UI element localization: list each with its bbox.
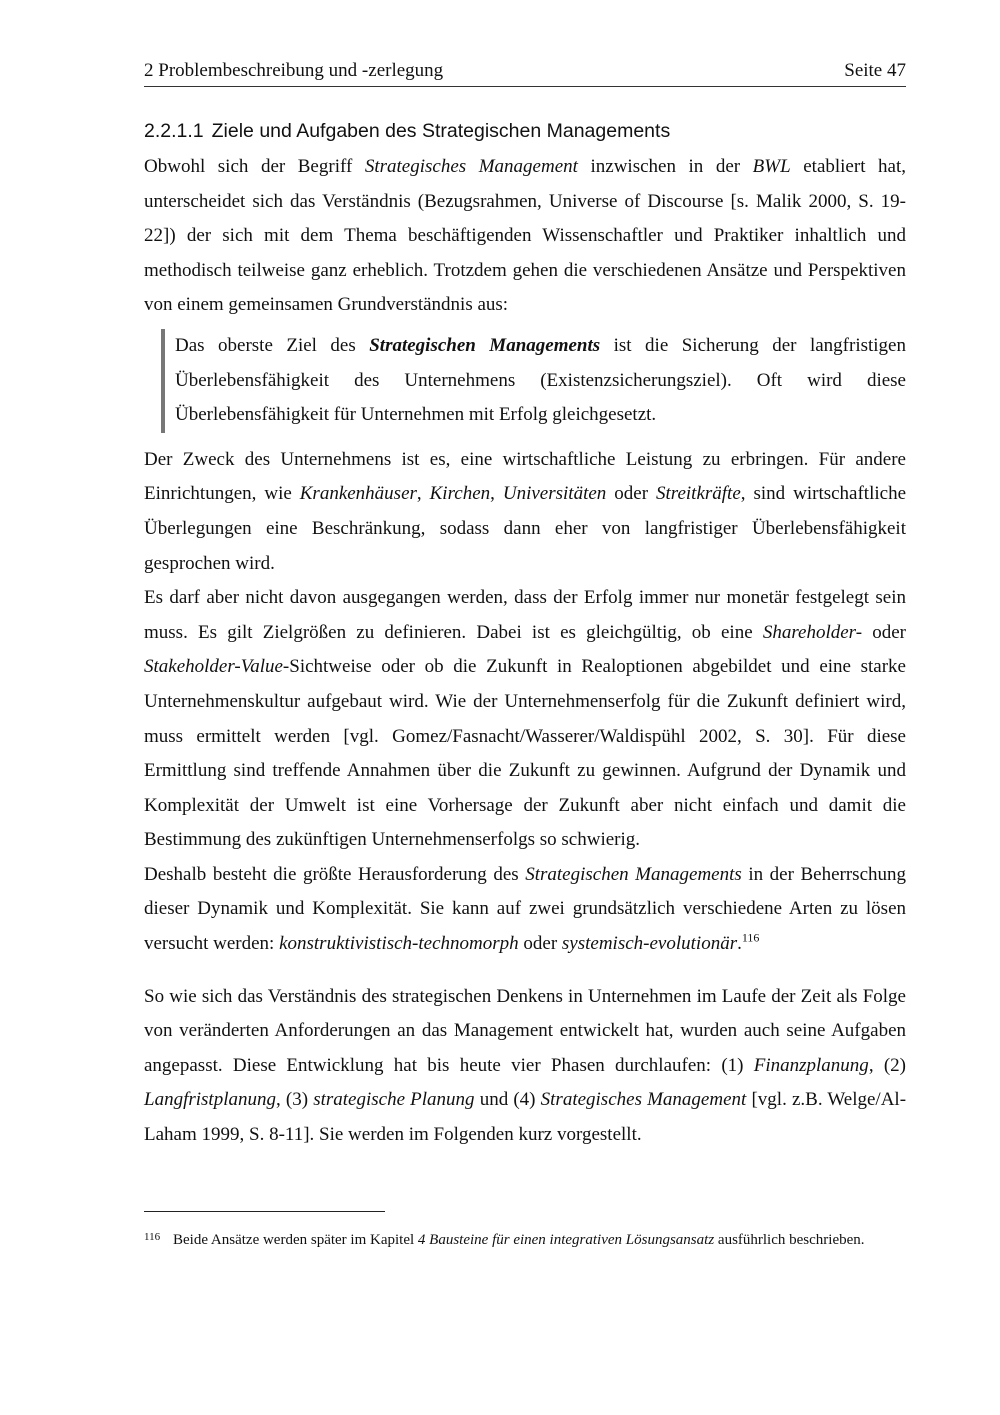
text: . xyxy=(737,933,742,955)
section-number: 2.2.1.1 xyxy=(144,120,204,142)
text: Der Zweck des Unternehmens ist es, eine wirtschaftliche Leistung zu erbringen. Für andere Einrichtungen, wie xyxy=(144,448,906,505)
strong-emphasis: Strategischen Managements xyxy=(369,334,601,356)
text: [vgl. z.B. Welge/Al-Laham 1999, S. 8-11]. Sie werden im Folgenden kurz vorgestellt. xyxy=(144,1089,907,1146)
emphasis: Strategischen Managements xyxy=(525,863,742,885)
emphasis: Kirchen xyxy=(429,483,491,505)
emphasis: Langfristplanung xyxy=(144,1089,276,1111)
paragraph-2 xyxy=(144,443,906,581)
text: , sind wirtschaftliche Überlegungen eine Beschränkung, sodass dann eher von langfristiger Überlebensfähigkeit gesprochen wird. xyxy=(144,483,907,574)
emphasis: Strategisches Management xyxy=(540,1089,747,1111)
quote-text xyxy=(175,329,906,433)
paragraph-1 xyxy=(144,150,906,323)
footnote-reference[interactable]: 116 xyxy=(741,930,760,945)
block-quote xyxy=(161,329,906,433)
text: -Sichtweise oder ob die Zukunft in Realoptionen abgebildet und eine starke Unternehmenskultur aufgebaut wird. Wie der Unternehmenserfolg für die Zukunft definiert wird, muss ermittelt werden [vgl. Gomez/Fasnacht/Wasserer/Waldispühl 2002, S. 30]. Für diese Ermittlung sind treffende Annahmen über die Zukunft zu gewinnen. Aufgrund der Dynamik und Komplexität der Umwelt ist eine Vorhersage der Zukunft aber nicht einfach und damit die Bestimmung des zukünftigen Unternehmenserfolgs so schwierig. xyxy=(144,656,906,851)
emphasis: systemisch-evolutionär xyxy=(561,933,738,955)
emphasis: Streitkräfte xyxy=(655,483,741,505)
footnote xyxy=(144,1230,906,1251)
emphasis: 4 Bausteine für einen integrativen Lösungsansatz xyxy=(417,1232,715,1248)
text: etabliert hat, unterscheidet sich das Verständnis (Bezugsrahmen, Universe of Discourse [s. Malik 2000, S. 19-22]) der sich mit dem Thema beschäftigenden Wissenschaftler und Praktiker inhaltlich und methodisch teilweise ganz erheblich. Trotzdem gehen die verschiedenen Ansätze und Perspektiven von einem gemeinsamen Grundverständnis aus: xyxy=(144,156,906,316)
emphasis: konstruktivistisch-technomorph xyxy=(279,933,519,955)
text: oder xyxy=(518,933,562,955)
text: So wie sich das Verständnis des strategischen Denkens in Unternehmen im Laufe der Zeit als Folge von veränderten Anforderungen an das Management entwickelt hat, wurden auch seine Aufgaben angepasst. Diese Entwicklung hat bis heute vier Phasen durchlaufen: (1) xyxy=(144,985,906,1076)
chapter-title: 2 Problembeschreibung und -zerlegung xyxy=(144,60,444,81)
text: oder xyxy=(862,621,906,643)
section-title: Ziele und Aufgaben des Strategischen Managements xyxy=(211,120,671,142)
footnote-number: 116 xyxy=(144,1231,161,1243)
emphasis: Strategisches Management xyxy=(364,156,578,177)
emphasis: Stakeholder-Value xyxy=(144,656,283,678)
text: , (3) xyxy=(275,1089,314,1111)
emphasis: strategische Planung xyxy=(313,1089,475,1111)
emphasis: Shareholder- xyxy=(762,621,863,643)
text: inzwischen in der xyxy=(577,156,753,177)
text: in der Beherrschung dieser Dynamik und Komplexität. Sie kann auf zwei grundsätzlich verschiedene Arten zu lösen versucht werden: xyxy=(144,863,907,955)
text: Obwohl sich der Begriff xyxy=(144,156,365,177)
text: , (2) xyxy=(868,1054,906,1076)
text: ausführlich beschrieben. xyxy=(714,1232,865,1248)
paragraph-4 xyxy=(144,858,906,962)
emphasis: Universitäten xyxy=(502,483,607,505)
running-header xyxy=(144,60,906,87)
text: , xyxy=(490,483,503,505)
paragraph-gap xyxy=(144,962,906,980)
text: ist die Sicherung der langfristigen Überlebensfähigkeit des Unternehmens (Existenzsicherungsziel). Oft wird diese Überlebensfähigkeit für Unternehmen mit Erfolg gleichgesetzt. xyxy=(175,334,906,426)
emphasis: Krankenhäuser xyxy=(299,483,417,505)
emphasis: BWL xyxy=(752,156,791,177)
paragraph-3 xyxy=(144,581,906,858)
page-number: Seite 47 xyxy=(844,60,906,81)
text: Es darf aber nicht davon ausgegangen werden, dass der Erfolg immer nur monetär festgelegt sein muss. Es gilt Zielgrößen zu definieren. Dabei ist es gleichgültig, ob eine xyxy=(144,587,906,643)
text: Deshalb besteht die größte Herausforderung des xyxy=(144,863,526,885)
footnote-text xyxy=(173,1230,906,1251)
text: oder xyxy=(606,483,656,505)
paragraph-5 xyxy=(144,980,906,1153)
section-heading xyxy=(144,118,906,144)
text: Das oberste Ziel des xyxy=(175,334,370,356)
emphasis: Finanzplanung xyxy=(753,1054,869,1076)
text: Beide Ansätze werden später im Kapitel xyxy=(173,1232,418,1248)
text: und (4) xyxy=(474,1089,541,1111)
text: , xyxy=(416,483,430,505)
page-body xyxy=(144,118,906,1153)
footnote-separator xyxy=(144,1211,385,1212)
